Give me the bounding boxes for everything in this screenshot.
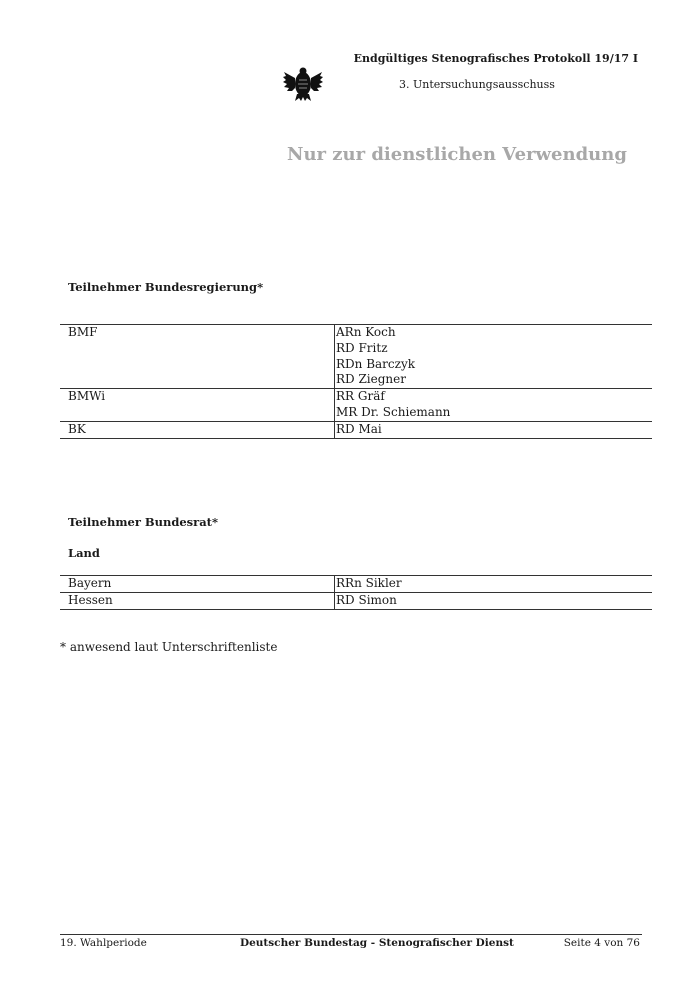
participant-name: RDn Barczyk	[336, 356, 416, 371]
protocol-title: Endgültiges Stenografisches Protokoll 19/17 I	[353, 52, 638, 65]
participant-name: RR Gräf	[336, 389, 385, 404]
land-cell: Bayern	[60, 576, 335, 593]
footer-period: 19. Wahlperiode	[60, 937, 147, 949]
participant-name: RD Fritz	[336, 340, 388, 355]
bundestag-eagle-icon	[282, 64, 324, 102]
participants-cell	[335, 389, 653, 422]
bundesrat-table	[60, 575, 652, 610]
footnote: * anwesend laut Unterschriftenliste	[60, 640, 278, 654]
table-row	[60, 576, 652, 593]
ministry-cell: BMF	[60, 325, 335, 389]
government-heading: Teilnehmer Bundesregierung*	[68, 280, 264, 294]
footer-service: Deutscher Bundestag - Stenografischer Dienst	[240, 937, 514, 949]
committee-name: 3. Untersuchungsausschuss	[399, 78, 555, 91]
ministry-cell: BK	[60, 421, 335, 438]
participants-cell	[335, 325, 653, 389]
bundesrat-heading: Teilnehmer Bundesrat*	[68, 515, 218, 529]
participant-name: MR Dr. Schiemann	[336, 404, 451, 419]
table-row	[60, 325, 652, 389]
footer-page-number: Seite 4 von 76	[563, 937, 640, 949]
footer-divider	[60, 934, 642, 935]
participant-cell: RRn Sikler	[335, 576, 653, 593]
participant-name: ARn Koch	[336, 325, 396, 339]
ministry-cell: BMWi	[60, 389, 335, 422]
participant-name: RD Mai	[336, 421, 382, 436]
land-cell: Hessen	[60, 592, 335, 609]
table-row	[60, 389, 652, 422]
participants-cell	[335, 421, 653, 438]
land-subheading: Land	[68, 546, 100, 560]
participant-cell: RD Simon	[335, 592, 653, 609]
table-row	[60, 421, 652, 438]
table-row	[60, 592, 652, 609]
watermark-text: Nur zur dienstlichen Verwendung	[287, 144, 627, 165]
government-table	[60, 324, 652, 439]
participant-name: RD Ziegner	[336, 372, 406, 387]
